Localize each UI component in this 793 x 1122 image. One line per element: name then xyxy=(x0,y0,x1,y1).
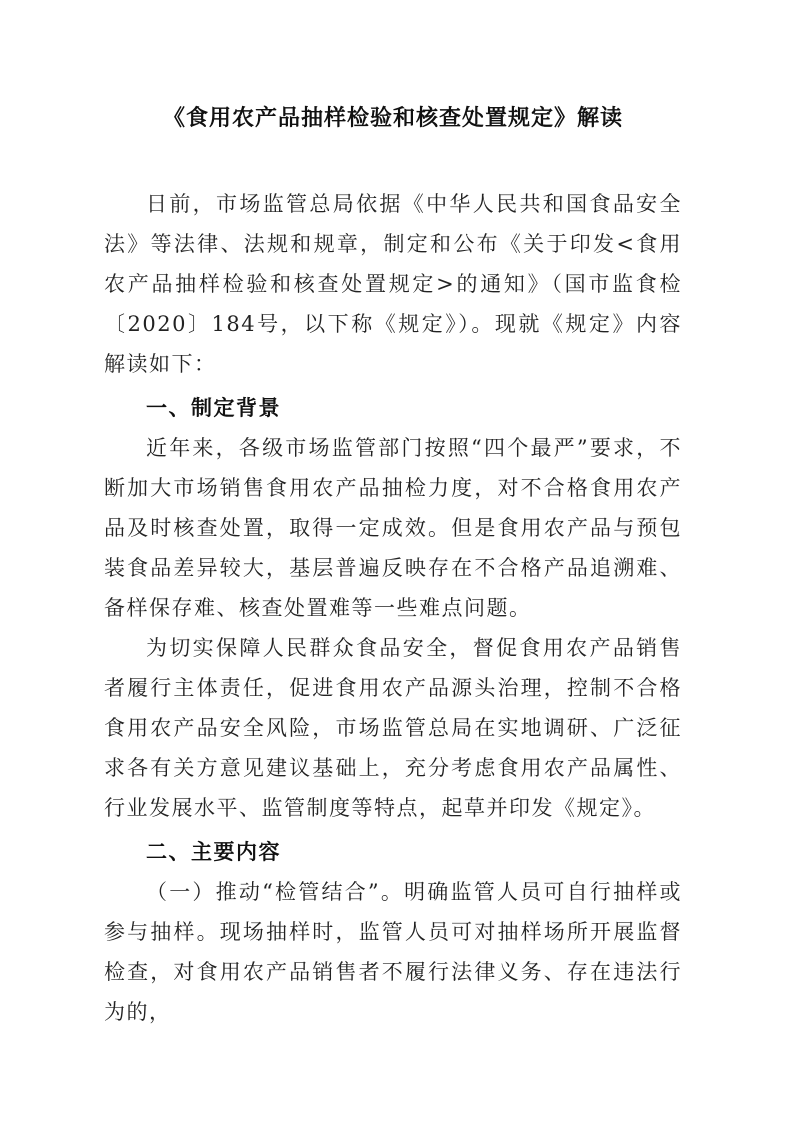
paragraph-background-2: 为切实保障人民群众食品安全，督促食用农产品销售者履行主体责任，促进食用农产品源头治理，控制不合格食用农产品安全风险，市场监管总局在实地调研、广泛征求各有关方意见建议基础上，充分考虑食用农产品属性、行业发展水平、监管制度等特点，起草并印发《规定》。 xyxy=(104,636,682,820)
document-title: 《食用农产品抽样检验和核查处置规定》解读 xyxy=(162,105,623,131)
paragraph-intro: 日前，市场监管总局依据《中华人民共和国食品安全法》等法律、法规和规章，制定和公布《关于印发<食用农产品抽样检验和核查处置规定>的通知》（国市监食检〔2020〕184号，以下称《规定》）。现就《规定》内容解读如下： xyxy=(104,192,682,376)
section-heading-background: 一、制定背景 xyxy=(146,395,281,420)
paragraph-background-1: 近年来，各级市场监管部门按照“四个最严”要求，不断加大市场销售食用农产品抽检力度，对不合格食用农产品及时核查处置，取得一定成效。但是食用农产品与预包装食品差异较大，基层普遍反映存在不合格产品追溯难、备样保存难、核查处置难等一些难点问题。 xyxy=(104,436,682,620)
section-heading-main-content: 二、主要内容 xyxy=(146,839,281,864)
paragraph-main-content-1: （一）推动“检管结合”。明确监管人员可自行抽样或参与抽样。现场抽样时，监管人员可对抽样场所开展监督检查，对食用农产品销售者不履行法律义务、存在违法行为的， xyxy=(104,880,682,1024)
